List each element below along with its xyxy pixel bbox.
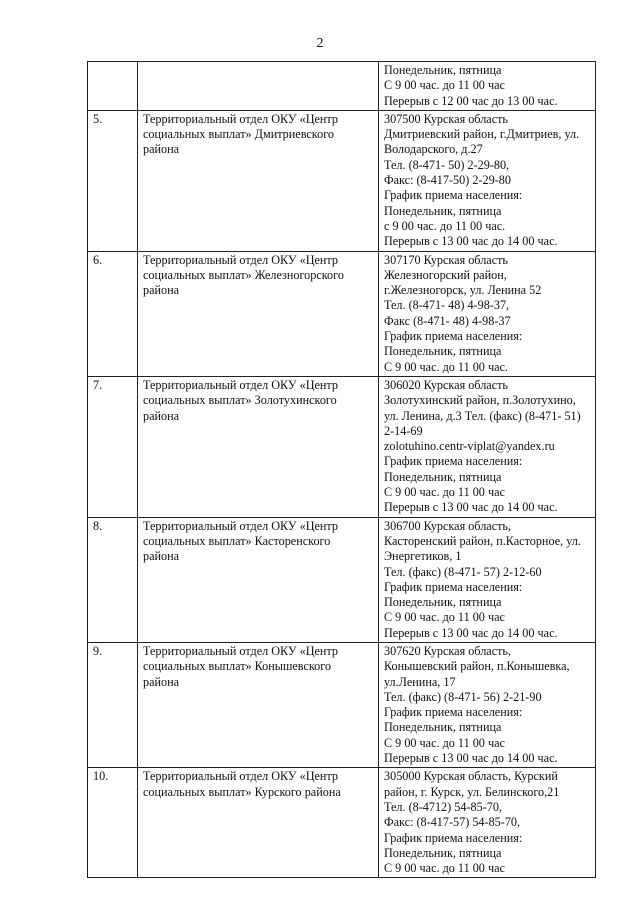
contact-line: Перерыв с 13 00 час до 14 00 час. — [384, 751, 558, 766]
office-name-line: Территориальный отдел ОКУ «Центр — [143, 769, 339, 784]
contact-line: Факс: (8-417-50) 2-29-80 — [384, 173, 511, 188]
table-row — [88, 251, 596, 376]
table-row — [88, 376, 596, 517]
row-number: 9. — [88, 642, 138, 767]
contact-line: Конышевский район, п.Конышевка, — [384, 659, 570, 674]
contact-line: Тел. (8-471- 48) 4-98-37, — [384, 298, 510, 313]
contact-line: График приема населения: — [384, 454, 523, 469]
contact-line: район, г. Курск, ул. Белинского,21 — [384, 784, 560, 799]
office-name-line: социальных выплат» Дмитриевского — [143, 127, 334, 142]
contact-line: Перерыв с 13 00 час до 14 00 час. — [384, 500, 558, 515]
office-contacts — [379, 517, 596, 642]
office-contacts — [379, 768, 596, 878]
contact-line: Тел. (8-471- 50) 2-29-80, — [384, 157, 510, 172]
office-name — [138, 768, 379, 878]
office-contacts — [379, 376, 596, 517]
contact-line: Дмитриевский район, г.Дмитриев, ул. — [384, 127, 580, 142]
contact-line: с 9 00 час. до 11 00 час. — [384, 218, 506, 233]
contact-line: Понедельник, пятница — [384, 344, 502, 359]
office-name-line: социальных выплат» Касторенского — [143, 533, 331, 548]
office-name — [138, 110, 379, 251]
office-name-line: района — [143, 142, 180, 157]
contact-line: г.Железногорск, ул. Ленина 52 — [384, 283, 542, 298]
table-row — [88, 517, 596, 642]
contact-line: Перерыв с 13 00 час до 14 00 час. — [384, 234, 558, 249]
row-number: 10. — [88, 768, 138, 878]
office-name — [138, 62, 379, 111]
contact-line: Понедельник, пятница — [384, 845, 502, 860]
contact-line: 305000 Курская область, Курский — [384, 769, 558, 784]
row-number — [88, 62, 138, 111]
office-name-line: Территориальный отдел ОКУ «Центр — [143, 377, 339, 392]
office-name-line: социальных выплат» Конышевского — [143, 659, 332, 674]
table-row — [88, 642, 596, 767]
office-name — [138, 251, 379, 376]
contact-line: Тел. (факс) (8-471- 56) 2-21-90 — [384, 689, 542, 704]
contact-line: График приема населения: — [384, 329, 523, 344]
contact-line: С 9 00 час. до 11 00 час — [384, 861, 505, 876]
contact-line: 2-14-69 — [384, 423, 423, 438]
contact-line: Касторенский район, п.Касторное, ул. — [384, 533, 581, 548]
contact-line: Энергетиков, 1 — [384, 549, 462, 564]
office-name-line: Территориальный отдел ОКУ «Центр — [143, 252, 339, 267]
contact-line: ул.Ленина, 17 — [384, 674, 456, 689]
office-name-line: района — [143, 549, 180, 564]
office-name-line: социальных выплат» Золотухинского — [143, 393, 337, 408]
office-contacts — [379, 62, 596, 111]
office-contacts — [379, 642, 596, 767]
table-row — [88, 62, 596, 111]
contact-line: 306020 Курская область — [384, 377, 508, 392]
office-name-line: района — [143, 674, 180, 689]
office-name-line: социальных выплат» Железногорского — [143, 267, 344, 282]
contact-line: Тел. (факс) (8-471- 57) 2-12-60 — [384, 564, 542, 579]
contact-line: С 9 00 час. до 11 00 час — [384, 610, 505, 625]
row-number: 6. — [88, 251, 138, 376]
office-name-line: социальных выплат» Курского района — [143, 784, 341, 799]
contact-line: 307170 Курская область — [384, 252, 508, 267]
contact-line: График приема населения: — [384, 830, 523, 845]
contact-line: Перерыв с 13 00 час до 14 00 час. — [384, 625, 558, 640]
offices-table — [87, 61, 596, 878]
contact-line: Золотухинский район, п.Золотухино, — [384, 393, 576, 408]
row-number: 7. — [88, 376, 138, 517]
contact-line: С 9 00 час. до 11 00 час — [384, 485, 505, 500]
office-contacts — [379, 110, 596, 251]
contact-line: График приема населения: — [384, 705, 523, 720]
row-number: 5. — [88, 110, 138, 251]
contact-line: Факс (8-471- 48) 4-98-37 — [384, 313, 511, 328]
contact-line: 307620 Курская область, — [384, 643, 512, 658]
office-name — [138, 376, 379, 517]
office-name — [138, 517, 379, 642]
contact-line: Понедельник, пятница — [384, 203, 502, 218]
row-number: 8. — [88, 517, 138, 642]
contact-line: График приема населения: — [384, 579, 523, 594]
email-link[interactable]: zolotuhino.centr-viplat@yandex.ru — [384, 439, 555, 454]
office-name — [138, 642, 379, 767]
contact-line: Железногорский район, — [384, 267, 507, 282]
contact-line: 307500 Курская область — [384, 111, 508, 126]
table-row — [88, 110, 596, 251]
contact-line: С 9 00 час. до 11 00 час — [384, 78, 505, 93]
contact-line: 306700 Курская область, — [384, 518, 512, 533]
page-number: 2 — [316, 36, 324, 51]
office-name-line: Территориальный отдел ОКУ «Центр — [143, 111, 339, 126]
contact-line: ул. Ленина, д.3 Тел. (факс) (8-471- 51) — [384, 408, 581, 423]
contact-line: Понедельник, пятница — [384, 720, 502, 735]
table-row — [88, 768, 596, 878]
contact-line: Понедельник, пятница — [384, 469, 502, 484]
contact-line: Перерыв с 12 00 час до 13 00 час. — [384, 93, 558, 108]
contact-line: Володарского, д.27 — [384, 142, 483, 157]
contact-line: С 9 00 час. до 11 00 час — [384, 735, 505, 750]
office-name-line: Территориальный отдел ОКУ «Центр — [143, 518, 339, 533]
office-name-line: Территориальный отдел ОКУ «Центр — [143, 643, 339, 658]
office-name-line: района — [143, 408, 180, 423]
contact-line: График приема населения: — [384, 188, 523, 203]
contact-line: Тел. (8-4712) 54-85-70, — [384, 799, 502, 814]
contact-line: Факс: (8-417-57) 54-85-70, — [384, 815, 521, 830]
office-contacts — [379, 251, 596, 376]
contact-line: С 9 00 час. до 11 00 час. — [384, 359, 508, 374]
contact-line: Понедельник, пятница — [384, 595, 502, 610]
contact-line: Понедельник, пятница — [384, 63, 502, 77]
office-name-line: района — [143, 283, 180, 298]
